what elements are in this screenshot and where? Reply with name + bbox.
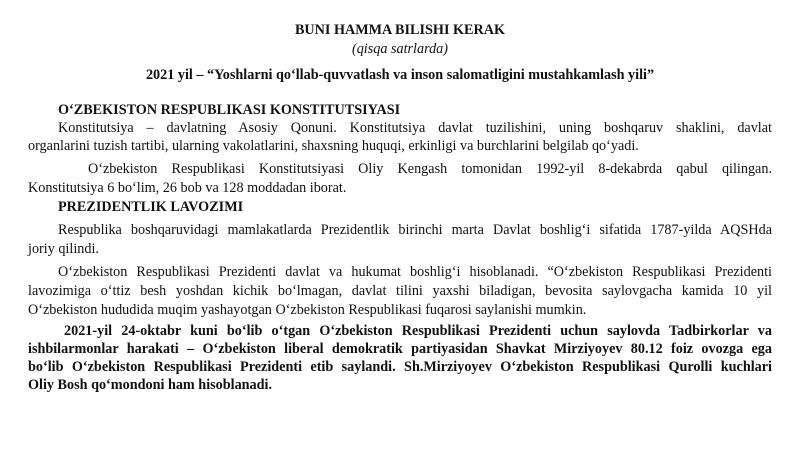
document-title: BUNI HAMMA BILISHI KERAK: [294, 22, 506, 38]
constitution-heading: O‘ZBEKISTON RESPUBLIKASI KONSTITUTSIYASI: [58, 102, 401, 118]
election-line-3: bo‘lib O‘zbekiston Respublikasi Prezidenti etib saylandi. Sh.Mirziyoyev O‘zbekiston Respublikasi Qurolli kuchlari: [28, 359, 772, 375]
presidency-line-2: joriy qilindi.: [28, 241, 99, 257]
presidency-line-4: lavozimiga o‘ttiz besh yoshdan kichik bo‘lmagan, davlat tilini yaxshi biladigan, bevosita saylovgacha kamida 10 yil: [28, 283, 772, 299]
presidency-line-5: O‘zbekiston hududida muqim yashayotgan O‘zbekiston Respublikasi fuqarosi saylanishi mumkin.: [28, 302, 587, 318]
election-line-1: 2021-yil 24-oktabr kuni bo‘lib o‘tgan O‘zbekiston Respublikasi Prezidenti uchun saylovda Tadbirkorlar va: [64, 323, 772, 339]
presidency-line-3: O‘zbekiston Respublikasi Prezidenti davlat va hukumat boshlig‘i hisoblanadi. “O‘zbekiston Respublikasi Prezidenti: [58, 264, 772, 280]
presidency-line-1: Respublika boshqaruvidagi mamlakatlarda Prezidentlik birinchi marta Davlat boshlig‘i sifatida 1787-yilda AQSHda: [58, 222, 772, 238]
constitution-line-3: O‘zbekiston Respublikasi Konstitutsiyasi Oliy Kengash tomonidan 1992-yil 8-dekabrda qabul qilingan.: [88, 161, 772, 177]
document-subtitle: (qisqa satrlarda): [351, 41, 449, 57]
year-motto: 2021 yil – “Yoshlarni qo‘llab-quvvatlash va inson salomatligini mustahkamlash yili”: [145, 67, 655, 83]
election-line-2: ishbilarmonlar harakati – O‘zbekiston liberal demokratik partiyasidan Shavkat Mirziyoyev 80.12 foiz ovozga ega: [28, 341, 772, 357]
presidency-heading: PREZIDENTLIK LAVOZIMI: [58, 199, 244, 215]
constitution-line-1: Konstitutsiya – davlatning Asosiy Qonuni. Konstitutsiya davlat tuzilishini, uning boshqaruv shaklini, davlat: [58, 120, 772, 136]
constitution-line-2: organlarini tuzish tartibi, ularning vakolatlarini, shaxsning huquqi, erkinligi va burchlarini belgilab qo‘yadi.: [28, 138, 639, 154]
constitution-line-4: Konstitutsiya 6 bo‘lim, 26 bob va 128 moddadan iborat.: [28, 180, 347, 196]
election-line-4: Oliy Bosh qo‘mondoni ham hisoblanadi.: [28, 377, 273, 393]
